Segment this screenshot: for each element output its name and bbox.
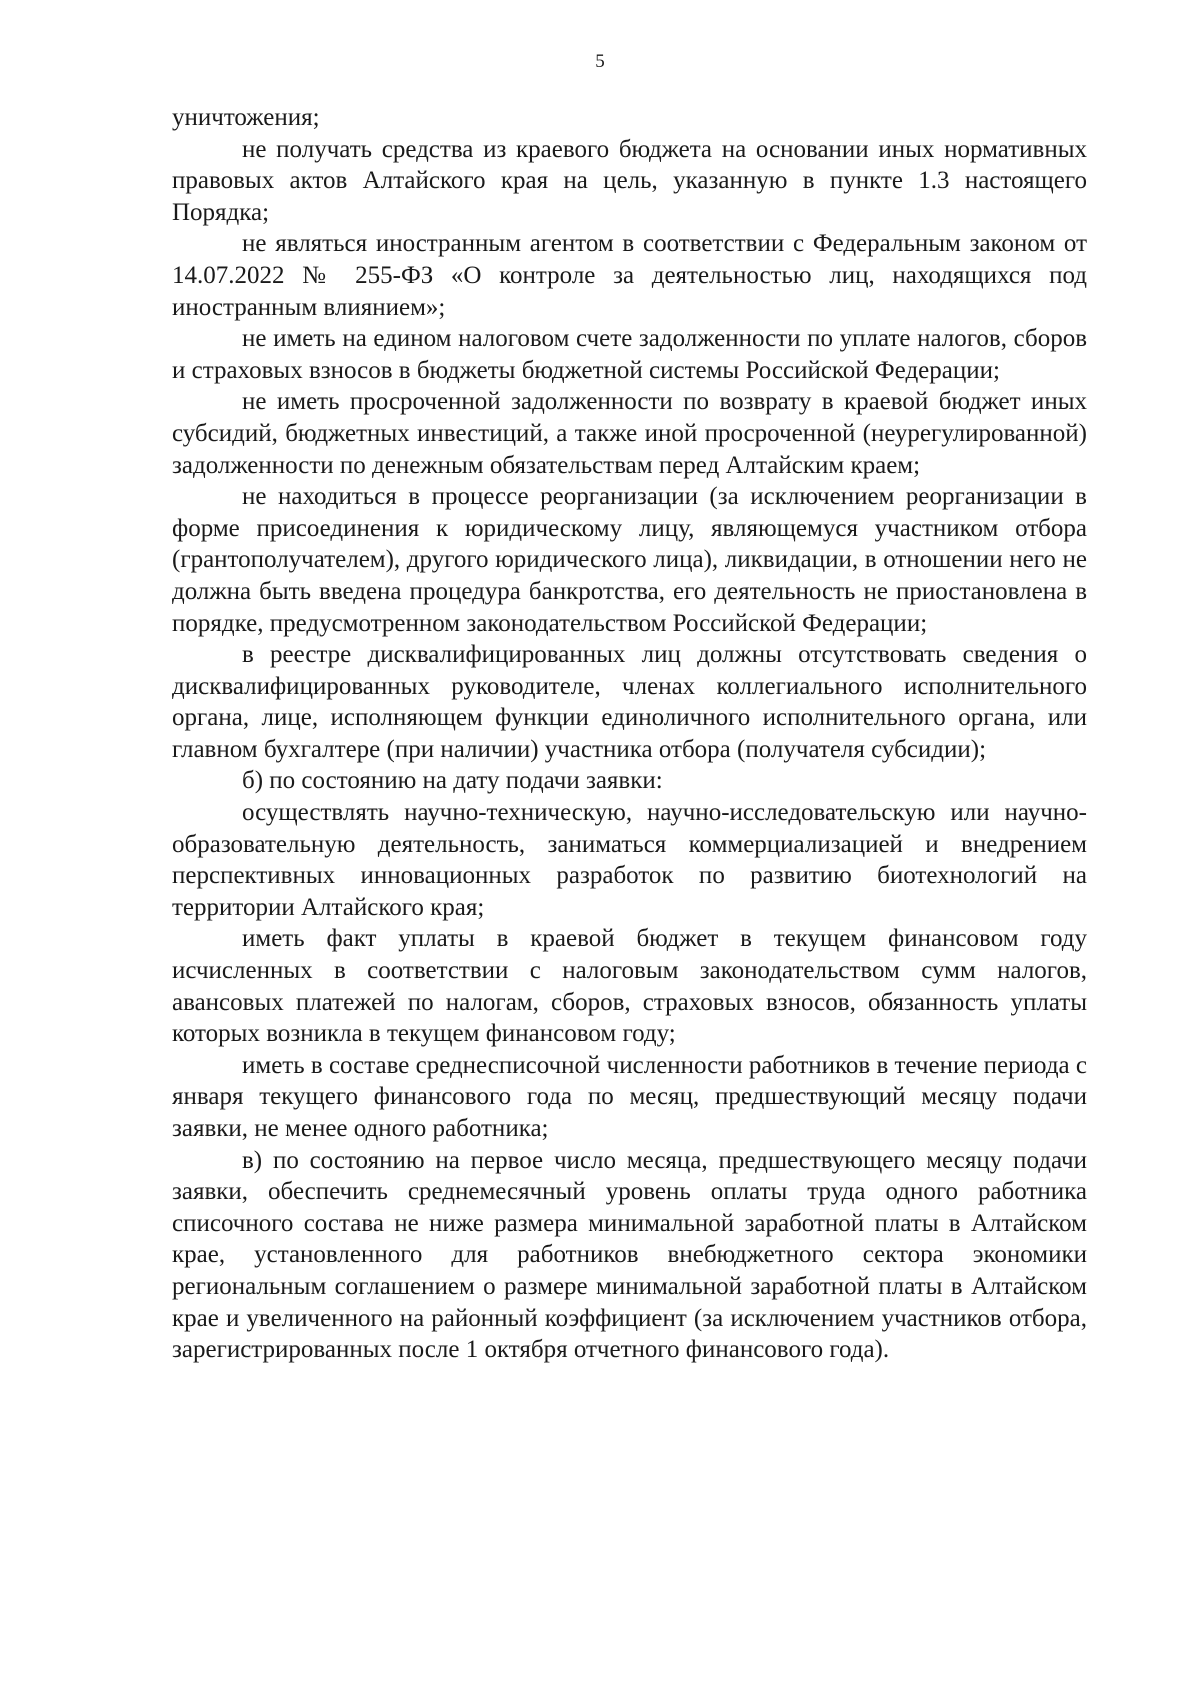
paragraph: уничтожения; — [172, 104, 320, 131]
paragraph: не получать средства из краевого бюджета на основании иных нормативных правовых актов Алтайского края на цель, указанную в пункте 1.3 настоящего Порядка; — [172, 135, 1087, 226]
page-number: 5 — [595, 51, 605, 72]
paragraph: осуществлять научно-техническую, научно-исследовательскую или научно-образовательную деятельность, заниматься коммерциализацией и внедрением перспективных инновационных разработок по развитию биотехнологий на территории Алтайского края; — [172, 799, 1087, 921]
paragraph: иметь факт уплаты в краевой бюджет в текущем финансовом году исчисленных в соответствии с налоговым законодательством сумм налогов, авансовых платежей по налогам, сборов, страховых взносов, обязанность уплаты которых возникла в текущем финансовом году; — [172, 925, 1087, 1048]
paragraph: не являться иностранным агентом в соответствии с Федеральным законом от 14.07.2022 № 255-ФЗ «О контроле за деятельностью лиц, находящихся под иностранным влиянием»; — [172, 230, 1087, 321]
paragraph: не иметь на едином налоговом счете задолженности по уплате налогов, сборов и страховых взносов в бюджеты бюджетной системы Российской Федерации; — [172, 325, 1087, 384]
paragraph: в) по состоянию на первое число месяца, предшествующего месяцу подачи заявки, обеспечить среднемесячный уровень оплаты труда одного работника списочного состава не ниже размера минимальной заработной платы в Алтайском крае, установленного для работников внебюджетного сектора экономики региональным соглашением о размере минимальной заработной платы в Алтайском крае и увеличенного на районный коэффициент (за исключением участников отбора, зарегистрированных после 1 октября отчетного финансового года). — [172, 1146, 1087, 1364]
paragraph: б) по состоянию на дату подачи заявки: — [242, 767, 663, 795]
paragraph: в реестре дисквалифицированных лиц должны отсутствовать сведения о дисквалифицированных руководителе, членах коллегиального исполнительного органа, лице, исполняющем функции единоличного исполнительного органа, или главном бухгалтере (при наличии) участника отбора (получателя субсидии); — [172, 641, 1087, 763]
paragraph: не иметь просроченной задолженности по возврату в краевой бюджет иных субсидий, бюджетных инвестиций, а также иной просроченной (неурегулированной) задолженности по денежным обязательствам перед Алтайским краем; — [172, 388, 1087, 479]
document-body — [172, 102, 1087, 1366]
paragraph: иметь в составе среднесписочной численности работников в течение периода с января текущего финансового года по месяц, предшествующий месяцу подачи заявки, не менее одного работника; — [172, 1051, 1087, 1142]
paragraph: не находиться в процессе реорганизации (за исключением реорганизации в форме присоединения к юридическому лицу, являющемуся участником отбора (грантополучателем), другого юридического лица), ликвидации, в отношении него не должна быть введена процедура банкротства, его деятельность не приостановлена в порядке, предусмотренном законодательством Российской Федерации; — [172, 483, 1087, 637]
